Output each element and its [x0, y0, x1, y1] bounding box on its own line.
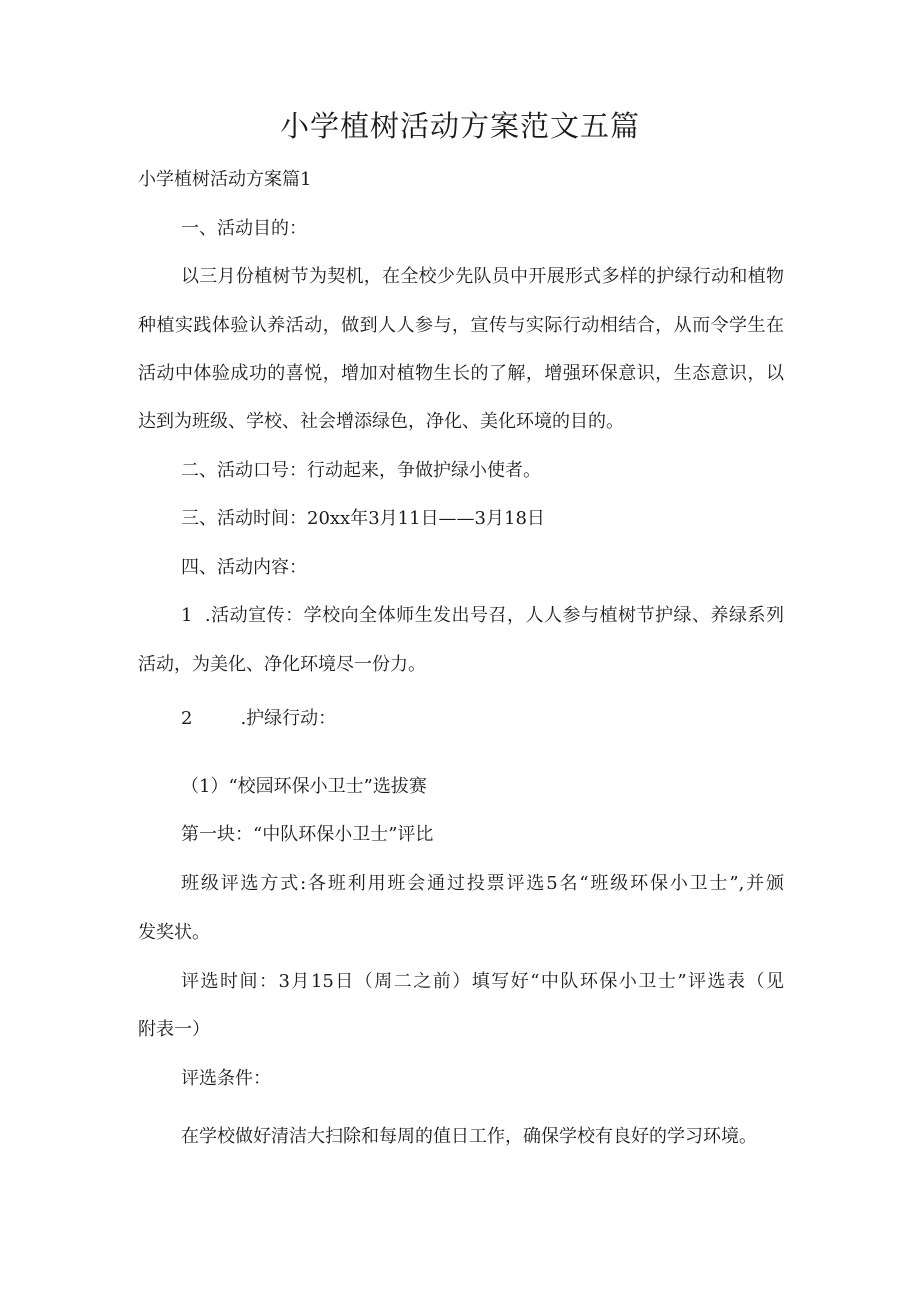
purpose-paragraph-line: 活动中体验成功的喜悦，增加对植物生长的了解，增强环保意识，生态意识，以: [138, 363, 784, 384]
activity-slogan: 二、活动口号：行动起来，争做护绿小使者。: [181, 460, 541, 481]
item2-heading: [181, 707, 336, 731]
sub-item-1: （1）“校园环保小卫士”选拔赛: [181, 776, 427, 797]
selection-method-line: 班级评选方式:各班利用班会通过投票评选5名“班级环保小卫士”,并颁: [181, 873, 784, 894]
item1-line: 1 .活动宣传：学校向全体师生发出号召，人人参与植树节护绿、养绿系列: [181, 605, 784, 626]
selection-time-line: 附表一）: [138, 1019, 210, 1040]
document-title: 小学植树活动方案范文五篇: [279, 109, 640, 143]
activity-time: 三、活动时间：20xx年3月11日——3月18日: [181, 508, 545, 529]
block-1-heading: 第一块：“中队环保小卫士”评比: [181, 824, 434, 845]
item1-line: 活动，为美化、净化环境尽一份力。: [138, 654, 426, 675]
section-heading: 小学植树活动方案篇1: [138, 169, 312, 190]
content-heading: 四、活动内容：: [181, 557, 307, 578]
item2-text: .护绿行动：: [240, 708, 337, 729]
purpose-paragraph-line: 以三月份植树节为契机，在全校少先队员中开展形式多样的护绿行动和植物: [181, 266, 784, 287]
selection-time-line: 评选时间：3月15日（周二之前）填写好“中队环保小卫士”评选表（见: [181, 971, 784, 992]
purpose-heading: 一、活动目的：: [181, 218, 307, 239]
purpose-paragraph-line: 种植实践体验认养活动，做到人人参与，宣传与实际行动相结合，从而令学生在: [138, 315, 784, 336]
selection-method-line: 发奖状。: [138, 922, 210, 943]
purpose-paragraph-line: 达到为班级、学校、社会增添绿色，净化、美化环境的目的。: [138, 411, 624, 432]
conditions-heading: 评选条件：: [181, 1068, 271, 1089]
item2-number: 2: [181, 708, 193, 729]
condition-1: 在学校做好清洁大扫除和每周的值日工作，确保学校有良好的学习环境。: [181, 1126, 757, 1147]
